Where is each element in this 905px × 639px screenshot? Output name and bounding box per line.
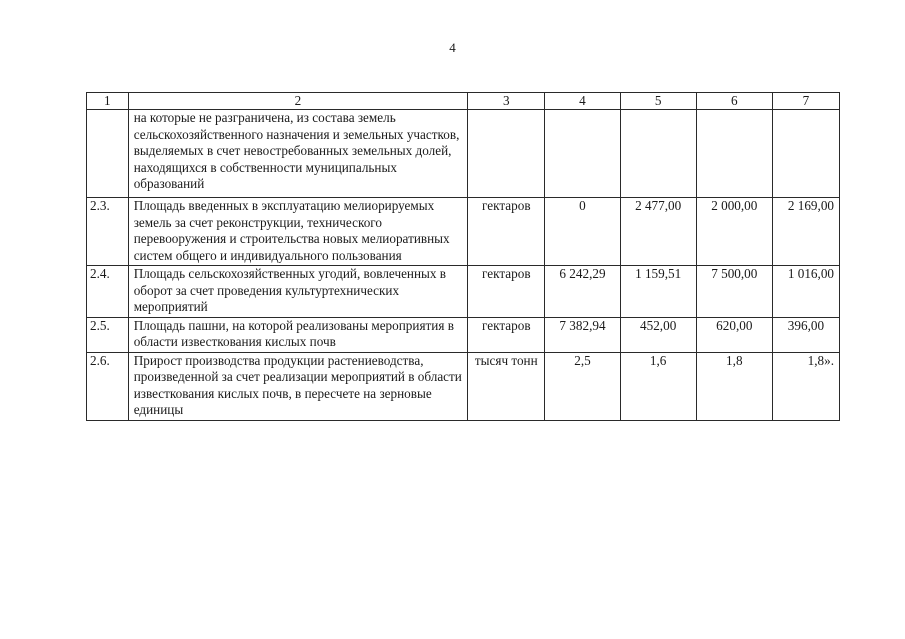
value-cell: 2,5	[545, 352, 620, 420]
table-row	[87, 266, 840, 318]
page-number: 4	[449, 40, 456, 55]
description-cell: Площадь сельскохозяйственных угодий, вовлеченных в оборот за счет проведения культуртехнических мероприятий	[128, 266, 468, 318]
header-cell: 2	[128, 93, 468, 110]
value-cell: 1 159,51	[620, 266, 696, 318]
value-cell: 1 016,00	[772, 266, 839, 318]
value-cell	[620, 110, 696, 198]
value-cell: 7 382,94	[545, 317, 620, 352]
value-cell: 396,00	[772, 317, 839, 352]
value-cell: 620,00	[696, 317, 772, 352]
header-cell: 1	[87, 93, 129, 110]
header-cell: 7	[772, 93, 839, 110]
value-cell: 7 500,00	[696, 266, 772, 318]
value-cell	[696, 110, 772, 198]
value-cell: 2 169,00	[772, 198, 839, 266]
unit-cell: гектаров	[468, 198, 545, 266]
table-row	[87, 352, 840, 420]
header-cell: 3	[468, 93, 545, 110]
row-number-cell: 2.3.	[87, 198, 129, 266]
unit-cell: гектаров	[468, 266, 545, 318]
value-cell: 0	[545, 198, 620, 266]
description-cell: Площадь пашни, на которой реализованы мероприятия в области известкования кислых почв	[128, 317, 468, 352]
indicators-table	[86, 92, 840, 421]
header-cell: 6	[696, 93, 772, 110]
value-cell: 452,00	[620, 317, 696, 352]
value-cell: 1,8».	[772, 352, 839, 420]
value-cell: 1,6	[620, 352, 696, 420]
value-cell	[545, 110, 620, 198]
unit-cell: тысяч тонн	[468, 352, 545, 420]
value-cell: 6 242,29	[545, 266, 620, 318]
table-row	[87, 198, 840, 266]
table-row	[87, 110, 840, 198]
row-number-cell: 2.4.	[87, 266, 129, 318]
value-cell: 1,8	[696, 352, 772, 420]
header-cell: 4	[545, 93, 620, 110]
value-cell: 2 000,00	[696, 198, 772, 266]
description-cell: Площадь введенных в эксплуатацию мелиорируемых земель за счет реконструкции, технического перевооружения и строительства новых мелиоративных систем общего и индивидуального пользования	[128, 198, 468, 266]
description-cell: Прирост производства продукции растениеводства, произведенной за счет реализации мероприятий в области известкования кислых почв, в пересчете на зерновые единицы	[128, 352, 468, 420]
table-header-row	[87, 93, 840, 110]
row-number-cell: 2.5.	[87, 317, 129, 352]
value-cell: 2 477,00	[620, 198, 696, 266]
table-row	[87, 317, 840, 352]
description-cell: на которые не разграничена, из состава земель сельскохозяйственного назначения и земельных участков, выделяемых в счет невостребованных земельных долей, находящихся в собственности муниципальных образований	[128, 110, 468, 198]
unit-cell: гектаров	[468, 317, 545, 352]
row-number-cell: 2.6.	[87, 352, 129, 420]
unit-cell	[468, 110, 545, 198]
header-cell: 5	[620, 93, 696, 110]
value-cell	[772, 110, 839, 198]
row-number-cell	[87, 110, 129, 198]
